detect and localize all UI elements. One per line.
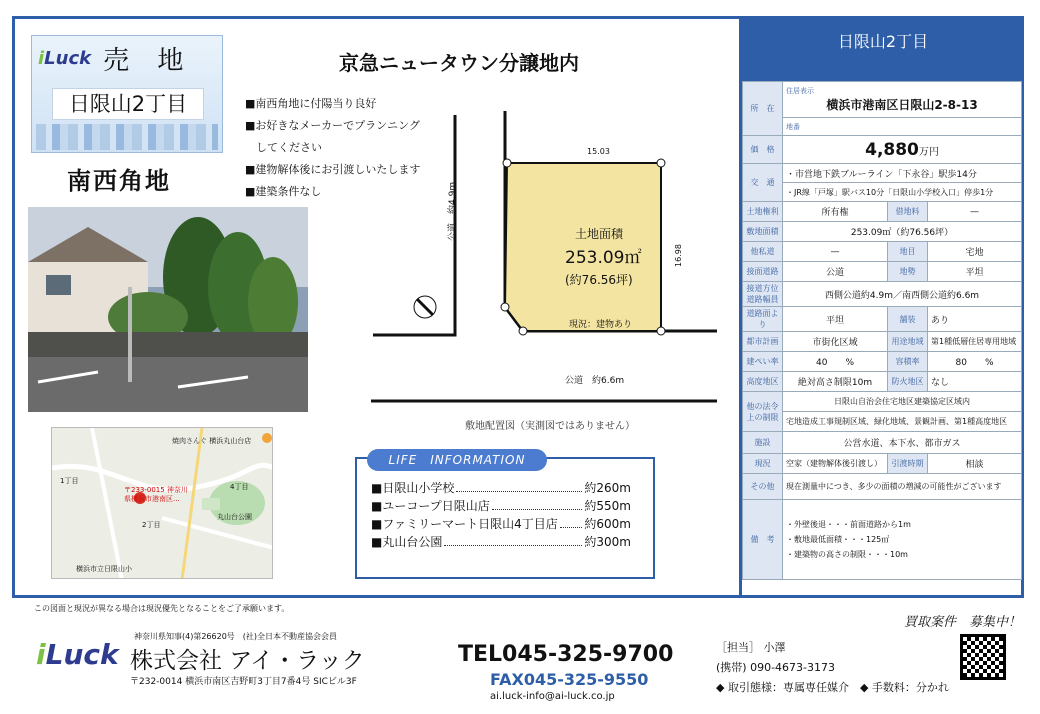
facility-label: 施設 (743, 432, 783, 454)
map-pref: 県横浜市港南区... (124, 495, 180, 503)
addr-label: 所 在 (743, 82, 783, 136)
etc: 現在測量中につき、多少の面積の増減の可能性がございます (783, 474, 1022, 500)
traffic-line: ・市営地下鉄ブルーライン「下永谷」駅歩14分 (783, 164, 1022, 183)
etc-label: その他 (743, 474, 783, 500)
life-item: ■ファミリーマート日限山4丁目店 約600m (371, 517, 631, 531)
far: 80 % (928, 352, 1022, 372)
cover: 40 % (783, 352, 888, 372)
tel-number[interactable]: TEL045-325-9700 (458, 642, 674, 667)
paving: あり (928, 307, 1022, 332)
flyer-frame (12, 16, 1024, 598)
map-shop: 焼肉さんぐ 横浜丸山台店 (172, 437, 252, 445)
price-unit: 万円 (918, 146, 939, 158)
west-road-label: 公道 約4.9m (448, 181, 458, 241)
use: 第1種低層住居専用地域 (928, 332, 1022, 352)
map-area3: 4丁目 (230, 483, 249, 491)
map-school: 横浜市立日限山小 (76, 565, 132, 573)
category: 宅地 (928, 242, 1022, 262)
feature-item: ■南西角地に付陽当り良好 (245, 97, 377, 110)
private: — (783, 242, 888, 262)
remark-item: ・建築物の高さの制限・・・10m (786, 550, 908, 559)
spec-title: 日限山2丁目 (742, 19, 1024, 81)
road: 公道 (783, 262, 888, 282)
plan-caption: 敷地配置図（実測図ではありません） (465, 421, 635, 432)
other-law-label: 他の法令上の制限 (743, 392, 783, 432)
other-law: 宅地造成工事規制区域、緑化地域、景観計画、第1種高度地区 (783, 412, 1022, 432)
terms: ◆ 取引態様：専属専任媒介 ◆ 手数料：分かれ (716, 681, 949, 694)
skyline-graphic (36, 124, 218, 150)
life-title: LIFE INFORMATION (367, 449, 547, 471)
rights-label: 土地権利 (743, 202, 783, 222)
map-postal: 〒233-0015 神奈川 (124, 486, 188, 494)
life-item: ■丸山台公園 約300m (371, 535, 631, 549)
area-m2: 253.09㎡ (565, 248, 642, 268)
email-link[interactable]: ai.luck-info@ai-luck.co.jp (490, 691, 615, 702)
site-plan (355, 111, 725, 427)
handover: 相談 (928, 454, 1022, 474)
feature-item: ■お好きなメーカーでプランニング (245, 119, 420, 132)
company-name: 株式会社 アイ・ラック (130, 648, 365, 674)
city-label: 都市計画 (743, 332, 783, 352)
property-photo (28, 207, 308, 412)
remark-item: ・敷地最低面積・・・125㎡ (786, 535, 890, 544)
area-label: 敷地面積 (743, 222, 783, 242)
spec-panel (739, 19, 1021, 595)
traffic-line: ・JR線「戸塚」駅バス10分「日限山小学校入口」停歩1分 (783, 183, 1022, 202)
far-label: 容積率 (888, 352, 928, 372)
road-label: 接面道路 (743, 262, 783, 282)
area: 253.09㎡（約76.56坪） (783, 222, 1022, 242)
footer-logo: iLuck (36, 638, 119, 671)
terrain: 平坦 (928, 262, 1022, 282)
fire-label: 防火地区 (888, 372, 928, 392)
main-title: 京急ニュータウン分譲地内 (339, 51, 579, 75)
feature-item: してください (245, 141, 322, 154)
address: 横浜市港南区日限山2-8-13 (826, 98, 978, 112)
lease-label: 借地料 (888, 202, 928, 222)
life-item: ■日限山小学校 約260m (371, 481, 631, 495)
height: 絶対高さ制限10m (783, 372, 888, 392)
handover-label: 引渡時期 (888, 454, 928, 474)
company-address: 〒232-0014 横浜市南区吉野町3丁目7番4号 SICビル3F (130, 677, 357, 687)
height-label: 高度地区 (743, 372, 783, 392)
lot-note: 地番 (786, 122, 800, 131)
paving-label: 舗装 (888, 307, 928, 332)
cover-label: 建ぺい率 (743, 352, 783, 372)
traffic-label: 交 通 (743, 164, 783, 202)
spec-table (742, 81, 1022, 580)
area-map[interactable] (51, 427, 273, 579)
feature-item: ■建物解体後にお引渡しいたします (245, 163, 421, 176)
qr-code-icon[interactable] (960, 634, 1006, 680)
area-tsubo: (約76.56坪) (565, 273, 633, 287)
city: 市街化区域 (783, 332, 888, 352)
remarks-label: 備 考 (743, 500, 783, 580)
rights: 所有権 (783, 202, 888, 222)
contact-info (716, 638, 949, 698)
road-width: 西側公道約4.9m／南西側公道約6.6m (783, 282, 1022, 307)
road-surface: 平坦 (783, 307, 888, 332)
price-label: 価 格 (743, 136, 783, 164)
current-label: 現況 (743, 454, 783, 474)
top-dimension: 15.03 (587, 147, 610, 156)
road-width-label: 接道方位道路幅員 (743, 282, 783, 307)
left-panel (15, 19, 739, 595)
feature-item: ■建築条件なし (245, 185, 322, 198)
price: 4,880 (865, 139, 919, 160)
life-item: ■ユーコープ日限山店 約550m (371, 499, 631, 513)
sale-label: 売 地 (103, 45, 194, 76)
map-area1: 1丁目 (60, 477, 79, 485)
road-surface-label: 道路面より (743, 307, 783, 332)
terrain-label: 地勢 (888, 262, 928, 282)
corner-lot-label: 南西角地 (67, 167, 171, 195)
current: 空家（建物解体後引渡し） (783, 454, 888, 474)
status-label: 現況：建物あり (569, 320, 633, 330)
staff: ［担当］ 小澤 (716, 641, 786, 654)
south-road-label: 公道 約6.6m (565, 376, 625, 386)
addr-note: 住居表示 (786, 87, 814, 95)
map-area2: 2丁目 (142, 521, 161, 529)
area-label: 土地面積 (575, 227, 624, 241)
mobile[interactable]: (携帯) 090-4673-3173 (716, 661, 836, 674)
other-law: 日限山自治会住宅地区建築協定区域内 (783, 392, 1022, 412)
remark-item: ・外壁後退・・・前面道路から1m (786, 520, 911, 529)
category-label: 地目 (888, 242, 928, 262)
map-park: 丸山台公園 (217, 513, 252, 521)
use-label: 用途地域 (888, 332, 928, 352)
fax-number: FAX045-325-9550 (490, 670, 649, 689)
license: 神奈川県知事(4)第26620号 (社)全日本不動産協会会員 (134, 632, 338, 641)
fire: なし (928, 372, 1022, 392)
life-information (355, 453, 655, 579)
town-name: 日限山2丁目 (52, 88, 204, 120)
disclaimer: この図面と現況が異なる場合は現況優先となることをご了承願います。 (34, 604, 290, 613)
iluck-logo: iLuck (38, 47, 92, 69)
facility: 公営水道、本下水、都市ガス (783, 432, 1022, 454)
right-dimension: 16.98 (673, 244, 683, 267)
lease: — (928, 202, 1022, 222)
buy-banner: 買取案件 募集中！ (904, 615, 1022, 630)
sale-banner (31, 35, 223, 153)
private-label: 他私道 (743, 242, 783, 262)
